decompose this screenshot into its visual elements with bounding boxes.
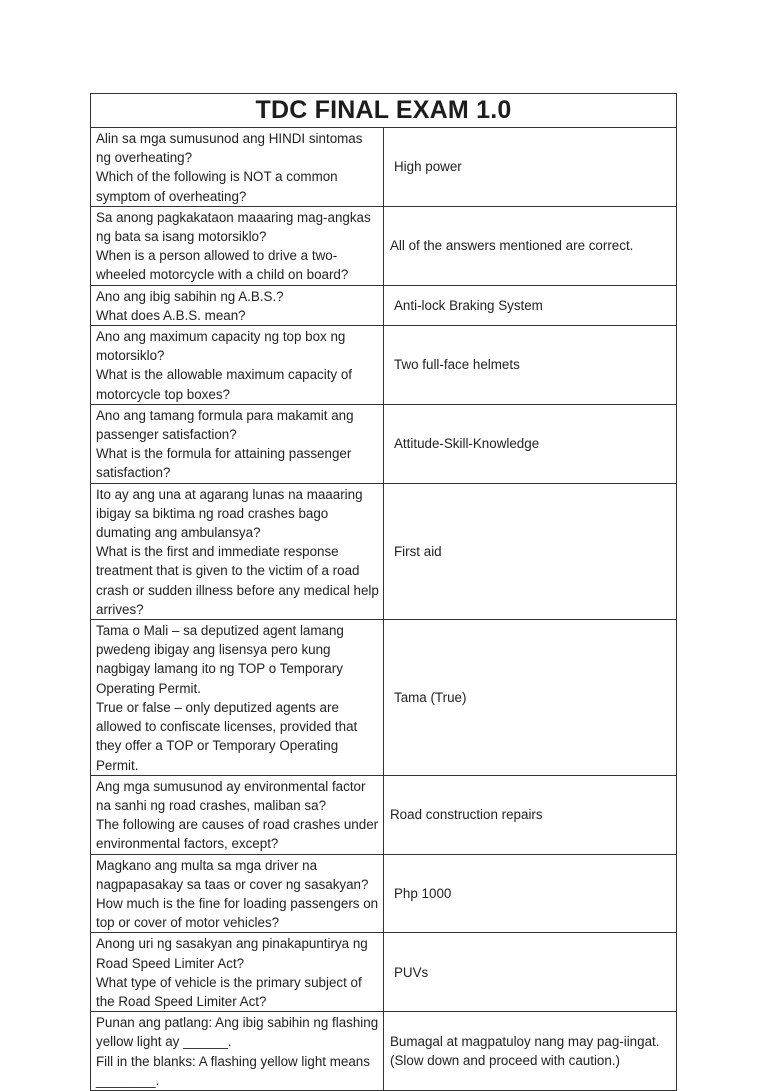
question-cell: Ang mga sumusunod ay environmental factor na sanhi ng road crashes, maliban sa? The following are causes of road crashes under environmental factors, except? bbox=[91, 775, 384, 854]
page-title: TDC FINAL EXAM 1.0 bbox=[91, 94, 677, 128]
answer-cell: Php 1000 bbox=[384, 854, 677, 933]
answer-cell: Bumagal at magpatuloy nang may pag-iingat. (Slow down and proceed with caution.) bbox=[384, 1012, 677, 1091]
answer-cell: Anti-lock Braking System bbox=[384, 285, 677, 325]
table-row bbox=[91, 854, 677, 933]
question-cell: Punan ang patlang: Ang ibig sabihin ng flashing yellow light ay ______. Fill in the blanks: A flashing yellow light means ________. bbox=[91, 1012, 384, 1091]
answer-cell: Road construction repairs bbox=[384, 775, 677, 854]
table-row bbox=[91, 285, 677, 325]
question-cell: Anong uri ng sasakyan ang pinakapuntirya ng Road Speed Limiter Act? What type of vehicle is the primary subject of the Road Speed Limiter Act? bbox=[91, 933, 384, 1012]
question-cell: Ito ay ang una at agarang lunas na maaaring ibigay sa biktima ng road crashes bago dumating ang ambulansya? What is the first and immediate response treatment that is given to the victim of a road crash or sudden illness before any medical help arrives? bbox=[91, 483, 384, 619]
exam-sheet bbox=[90, 93, 677, 1091]
question-cell: Sa anong pagkakataon maaaring mag-angkas ng bata sa isang motorsiklo? When is a person allowed to drive a two-wheeled motorcycle with a child on board? bbox=[91, 206, 384, 285]
table-row bbox=[91, 128, 677, 207]
question-cell: Tama o Mali – sa deputized agent lamang pwedeng ibigay ang lisensya pero kung nagbigay lamang ito ng TOP o Temporary Operating Permit. True or false – only deputized agents are allowed to confiscate licenses, provided that they offer a TOP or Temporary Operating Permit. bbox=[91, 620, 384, 776]
table-row bbox=[91, 326, 677, 405]
table-row bbox=[91, 404, 677, 483]
answer-cell: Tama (True) bbox=[384, 620, 677, 776]
table-row bbox=[91, 775, 677, 854]
question-cell: Ano ang tamang formula para makamit ang passenger satisfaction? What is the formula for attaining passenger satisfaction? bbox=[91, 404, 384, 483]
question-cell: Ano ang maximum capacity ng top box ng motorsiklo? What is the allowable maximum capacity of motorcycle top boxes? bbox=[91, 326, 384, 405]
answer-cell: High power bbox=[384, 128, 677, 207]
table-row bbox=[91, 206, 677, 285]
exam-table bbox=[90, 93, 677, 1091]
table-row bbox=[91, 933, 677, 1012]
answer-cell: PUVs bbox=[384, 933, 677, 1012]
question-cell: Magkano ang multa sa mga driver na nagpapasakay sa taas or cover ng sasakyan? How much is the fine for loading passengers on top or cover of motor vehicles? bbox=[91, 854, 384, 933]
table-row bbox=[91, 483, 677, 619]
question-cell: Alin sa mga sumusunod ang HINDI sintomas ng overheating? Which of the following is NOT a common symptom of overheating? bbox=[91, 128, 384, 207]
question-cell: Ano ang ibig sabihin ng A.B.S.? What does A.B.S. mean? bbox=[91, 285, 384, 325]
answer-cell: All of the answers mentioned are correct. bbox=[384, 206, 677, 285]
answer-cell: First aid bbox=[384, 483, 677, 619]
answer-cell: Attitude-Skill-Knowledge bbox=[384, 404, 677, 483]
title-row bbox=[91, 94, 677, 128]
table-row bbox=[91, 1012, 677, 1091]
answer-cell: Two full-face helmets bbox=[384, 326, 677, 405]
table-row bbox=[91, 620, 677, 776]
